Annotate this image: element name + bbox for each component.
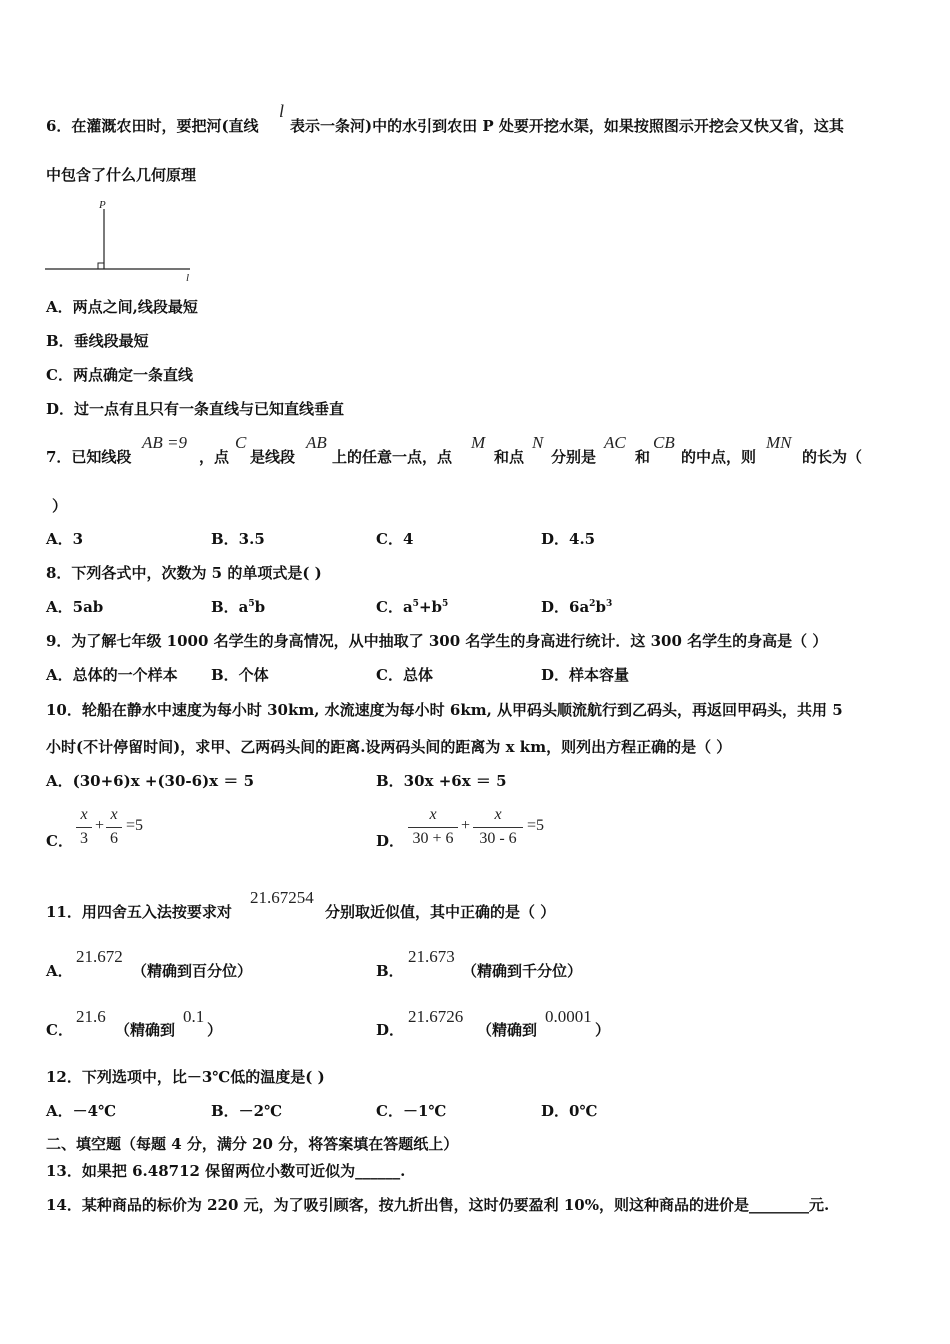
q9-option-c: C．总体 xyxy=(376,666,433,684)
q11-option-d-precision: 0.0001 xyxy=(545,1007,592,1026)
q6-stem-part2: 表示一条河)中的水引到农田 P 处要开挖水渠，如果按照图示开挖会又快又省，这其 xyxy=(290,117,844,135)
q11-option-c-precision: 0.1 xyxy=(183,1007,205,1026)
q11-option-b-value: 21.673 xyxy=(408,947,455,966)
q7-option-c: C．4 xyxy=(376,530,414,548)
q7-text-8: 的中点，则 xyxy=(681,448,757,466)
q10-c-plus: + xyxy=(95,817,105,834)
q14-stem: 14．某种商品的标价为 220 元，为了吸引顾客，按九折出售，这时仍要盈利 10%，则这种商品的进价是________元. xyxy=(46,1196,830,1214)
q12-option-b: B．－2℃ xyxy=(211,1102,283,1120)
q10-c-rhs: =5 xyxy=(126,817,144,834)
q6-figure xyxy=(40,195,200,290)
q11-option-c-close: ） xyxy=(207,1021,223,1039)
q9-stem: 9．为了解七年级 1000 名学生的身高情况，从中抽取了 300 名学生的身高进行统计．这 300 名学生的身高是（ ） xyxy=(46,632,828,650)
q12-option-a: A．－4℃ xyxy=(46,1102,117,1120)
q8-option-a: A．5ab xyxy=(46,598,104,616)
q7-math-ac: AC xyxy=(604,433,626,452)
q11-option-d-value: 21.6726 xyxy=(408,1007,464,1026)
q13-stem: 13．如果把 6.48712 保留两位小数可近似为______. xyxy=(46,1162,406,1180)
q10-option-b: B．30x +6x ＝ 5 xyxy=(376,772,507,790)
q10-d-rhs: =5 xyxy=(527,817,545,834)
q6-option-c: C．两点确定一条直线 xyxy=(46,366,193,384)
q6-option-a: A．两点之间,线段最短 xyxy=(46,298,198,316)
q6-line-symbol: l xyxy=(279,101,285,121)
q6-option-b: B．垂线段最短 xyxy=(46,332,149,350)
q11-option-c-value: 21.6 xyxy=(76,1007,106,1026)
q11-option-a-value: 21.672 xyxy=(76,947,123,966)
q7-math-ab: AB xyxy=(306,433,327,452)
q8-option-b: B．$a^5b$ xyxy=(211,598,266,616)
q9-option-a: A．总体的一个样本 xyxy=(46,666,178,684)
q12-option-c: C．－1℃ xyxy=(376,1102,447,1120)
q7-close-paren: ） xyxy=(52,497,68,515)
q9-option-d: D．样本容量 xyxy=(541,666,630,684)
q11-option-b-note: （精确到千分位） xyxy=(462,962,583,980)
q10-c-fraction-1: x 3 xyxy=(76,806,92,852)
label-l: l xyxy=(186,272,190,284)
q11-option-c-label: C． xyxy=(46,1021,73,1039)
q7-text-9: 的长为（ xyxy=(802,448,863,466)
q7-text-4: 上的任意一点，点 xyxy=(332,448,453,466)
q11-stem-part2: 分别取近似值，其中正确的是（ ） xyxy=(325,903,556,921)
q11-option-d-close: ） xyxy=(595,1021,611,1039)
q10-option-c-label: C． xyxy=(46,832,73,850)
q7-text-3: 是线段 xyxy=(250,448,296,466)
q7-option-a: A．3 xyxy=(46,530,84,548)
q7-math-n: N xyxy=(532,433,544,452)
q7-text-7: 和 xyxy=(635,448,651,466)
q12-option-d: D．0℃ xyxy=(541,1102,598,1120)
q7-text-5: 和点 xyxy=(494,448,525,466)
section-title-fill-in: 二、填空题（每题 4 分，满分 20 分，将答案填在答题纸上） xyxy=(46,1135,459,1153)
q10-stem-line1: 10．轮船在静水中速度为每小时 30km, 水流速度为每小时 6km, 从甲码头顺流航行到乙码头，再返回甲码头，共用 5 xyxy=(46,701,843,719)
q7-math-c: C xyxy=(235,433,247,452)
q10-stem-line2: 小时(不计停留时间)，求甲、乙两码头间的距离.设两码头间的距离为 x km，则列出方程正确的是（ ） xyxy=(46,738,732,756)
q10-d-plus: + xyxy=(461,817,471,834)
q10-option-d-label: D． xyxy=(376,832,405,850)
q10-d-fraction-2: x 30 - 6 xyxy=(473,806,523,852)
q11-option-b-label: B． xyxy=(376,962,404,980)
q7-text-1: 7．已知线段 xyxy=(46,448,132,466)
q7-math-cb: CB xyxy=(653,433,675,452)
q10-d-fraction-1: x 30 + 6 xyxy=(408,806,458,852)
q11-option-d-label: D． xyxy=(376,1021,405,1039)
q11-option-a-label: A． xyxy=(46,962,73,980)
q7-math-ab9: AB =9 xyxy=(142,433,187,452)
q11-option-c-note: （精确到 xyxy=(115,1021,176,1039)
q11-option-d-note: （精确到 xyxy=(477,1021,538,1039)
q11-number: 21.67254 xyxy=(250,888,314,907)
q7-math-m: M xyxy=(471,433,486,452)
label-p: P xyxy=(99,199,106,211)
q7-math-mn: MN xyxy=(766,433,792,452)
q6-option-d: D．过一点有且只有一条直线与已知直线垂直 xyxy=(46,400,345,418)
q7-text-6: 分别是 xyxy=(551,448,597,466)
q6-stem-part1: 6．在灌溉农田时，要把河(直线 xyxy=(46,117,259,135)
q7-text-2: ，点 xyxy=(199,448,230,466)
q11-option-a-note: （精确到百分位） xyxy=(132,962,253,980)
q12-stem: 12．下列选项中，比－3℃低的温度是( ) xyxy=(46,1068,325,1086)
q7-option-d: D．4.5 xyxy=(541,530,596,548)
q8-option-d: D．$6a^2b^3$ xyxy=(541,598,613,616)
q11-stem-part1: 11．用四舍五入法按要求对 xyxy=(46,903,232,921)
q7-option-b: B．3.5 xyxy=(211,530,265,548)
q9-option-b: B．个体 xyxy=(211,666,269,684)
right-angle-marker xyxy=(98,263,104,269)
q10-option-a: A．(30+6)x +(30-6)x ＝ 5 xyxy=(46,772,255,790)
q8-stem: 8．下列各式中，次数为 5 的单项式是( ) xyxy=(46,564,322,582)
q10-c-fraction-2: x 6 xyxy=(106,806,122,852)
q6-stem-line2: 中包含了什么几何原理 xyxy=(46,166,197,184)
q8-option-c: C．$a^5+b^5$ xyxy=(376,598,449,616)
